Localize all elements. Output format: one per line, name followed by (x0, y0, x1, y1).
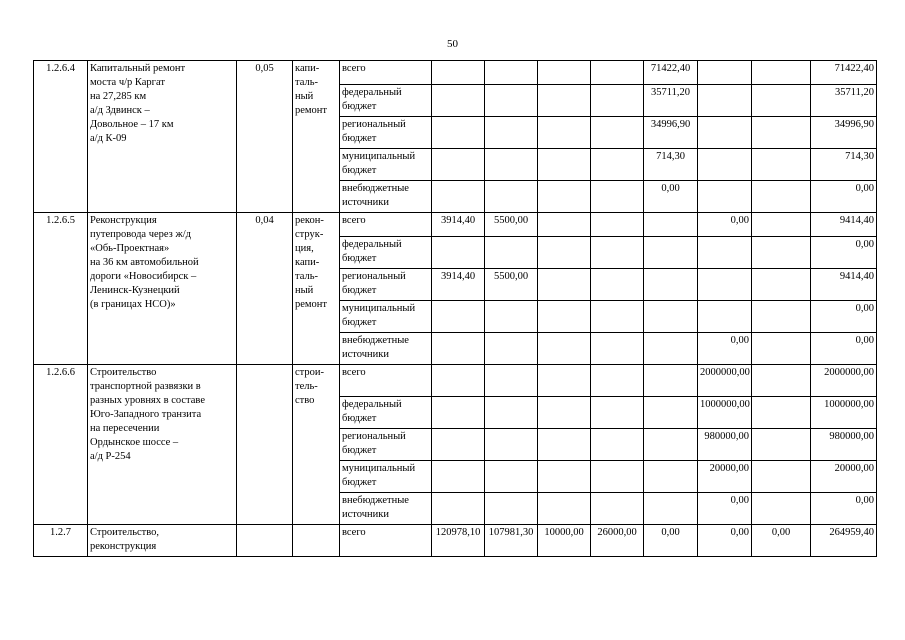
value-cell (538, 237, 591, 269)
item-name-line: транспортной развязки в (90, 381, 201, 392)
funding-source: региональный бюджет (340, 117, 432, 149)
value-cell (698, 149, 752, 181)
item-name (88, 213, 237, 365)
work-type-line: капи- (295, 63, 320, 74)
item-number: 1.2.7 (34, 525, 88, 557)
item-name-line: «Обь-Проектная» (90, 243, 170, 254)
value-cell (591, 429, 644, 461)
value-cell (752, 61, 811, 85)
item-name-line: на 36 км автомобильной (90, 257, 199, 268)
value-cell (432, 493, 485, 525)
funding-source: федеральный бюджет (340, 237, 432, 269)
value-cell (538, 365, 591, 397)
value-cell (698, 117, 752, 149)
value-cell: 20000,00 (698, 461, 752, 493)
value-cell (591, 493, 644, 525)
value-cell (752, 429, 811, 461)
value-cell (752, 365, 811, 397)
item-name-line: реконструкция (90, 541, 157, 552)
funding-source: федеральный бюджет (340, 397, 432, 429)
work-type-line: капи- (295, 257, 320, 268)
value-cell: 2000000,00 (698, 365, 752, 397)
value-cell (591, 365, 644, 397)
page-number: 50 (447, 38, 458, 50)
work-type-line: ный (295, 91, 314, 102)
value-cell: 0,00 (811, 181, 877, 213)
value-cell (432, 181, 485, 213)
value-cell: 10000,00 (538, 525, 591, 557)
value-cell: 0,00 (811, 333, 877, 365)
item-number: 1.2.6.5 (34, 213, 88, 365)
value-cell (485, 149, 538, 181)
value-cell (485, 397, 538, 429)
value-cell (432, 149, 485, 181)
item-name-line: дороги «Новосибирск – (90, 271, 197, 282)
value-cell: 0,00 (811, 237, 877, 269)
work-type-line: ремонт (295, 299, 328, 310)
value-cell: 5500,00 (485, 213, 538, 237)
value-cell (432, 61, 485, 85)
value-cell: 0,00 (698, 493, 752, 525)
work-type-line: строи- (295, 367, 324, 378)
item-number: 1.2.6.6 (34, 365, 88, 525)
funding-source: внебюджетные источники (340, 333, 432, 365)
value-cell (752, 117, 811, 149)
value-cell (644, 333, 698, 365)
work-type-line: таль- (295, 271, 318, 282)
item-name-line: а/д Р-254 (90, 451, 131, 462)
value-cell (485, 493, 538, 525)
value-cell (591, 149, 644, 181)
value-cell (591, 85, 644, 117)
value-cell (591, 301, 644, 333)
value-cell (698, 85, 752, 117)
value-cell: 35711,20 (644, 85, 698, 117)
item-name-line: путепровода через ж/д (90, 229, 191, 240)
value-cell: 1000000,00 (698, 397, 752, 429)
work-type-line: ция, (295, 243, 314, 254)
value-cell (485, 61, 538, 85)
value-cell: 980000,00 (811, 429, 877, 461)
table-row (34, 525, 877, 557)
value-cell: 71422,40 (644, 61, 698, 85)
work-type-line: рекон- (295, 215, 324, 226)
value-cell (538, 333, 591, 365)
table-row (34, 213, 877, 237)
work-type (293, 365, 340, 525)
value-cell (538, 397, 591, 429)
value-cell (644, 461, 698, 493)
value-cell (485, 461, 538, 493)
item-name-line: Реконструкция (90, 215, 157, 226)
funding-source: внебюджетные источники (340, 493, 432, 525)
item-name-line: Ленинск-Кузнецкий (90, 285, 180, 296)
value-cell (591, 213, 644, 237)
item-length (237, 365, 293, 525)
value-cell (591, 333, 644, 365)
value-cell (644, 269, 698, 301)
value-cell (698, 181, 752, 213)
item-length: 0,05 (237, 61, 293, 213)
value-cell (432, 333, 485, 365)
work-type-line: ный (295, 285, 314, 296)
item-name-line: Ордынское шоссе – (90, 437, 179, 448)
work-type (293, 213, 340, 365)
value-cell: 0,00 (752, 525, 811, 557)
value-cell: 980000,00 (698, 429, 752, 461)
value-cell: 20000,00 (811, 461, 877, 493)
value-cell (485, 429, 538, 461)
funding-source: региональный бюджет (340, 429, 432, 461)
value-cell: 714,30 (811, 149, 877, 181)
work-type-line: тель- (295, 381, 318, 392)
value-cell (644, 429, 698, 461)
value-cell (538, 461, 591, 493)
value-cell (644, 213, 698, 237)
value-cell (432, 85, 485, 117)
value-cell: 120978,10 (432, 525, 485, 557)
value-cell (752, 397, 811, 429)
item-name-line: Капитальный ремонт (90, 63, 186, 74)
value-cell (538, 149, 591, 181)
value-cell (432, 429, 485, 461)
funding-source: муниципальный бюджет (340, 149, 432, 181)
item-name-line: Юго-Западного транзита (90, 409, 202, 420)
value-cell (432, 397, 485, 429)
value-cell (538, 301, 591, 333)
value-cell (485, 181, 538, 213)
item-length: 0,04 (237, 213, 293, 365)
item-name-line: моста ч/р Каргат (90, 77, 165, 88)
funding-source: всего (340, 213, 432, 237)
table-row (34, 365, 877, 397)
work-type-line: таль- (295, 77, 318, 88)
value-cell: 0,00 (698, 213, 752, 237)
funding-source: муниципальный бюджет (340, 461, 432, 493)
value-cell (752, 213, 811, 237)
value-cell: 0,00 (811, 301, 877, 333)
item-name-line: Строительство, (90, 527, 159, 538)
value-cell (538, 429, 591, 461)
value-cell (752, 493, 811, 525)
value-cell: 3914,40 (432, 213, 485, 237)
value-cell (752, 269, 811, 301)
value-cell (538, 61, 591, 85)
value-cell: 0,00 (698, 525, 752, 557)
value-cell (538, 85, 591, 117)
value-cell (644, 493, 698, 525)
value-cell (752, 181, 811, 213)
item-length (237, 525, 293, 557)
value-cell: 2000000,00 (811, 365, 877, 397)
value-cell: 0,00 (644, 525, 698, 557)
value-cell (591, 461, 644, 493)
value-cell: 107981,30 (485, 525, 538, 557)
value-cell (432, 117, 485, 149)
value-cell: 714,30 (644, 149, 698, 181)
value-cell: 5500,00 (485, 269, 538, 301)
value-cell (538, 213, 591, 237)
value-cell (591, 397, 644, 429)
value-cell (698, 61, 752, 85)
value-cell: 0,00 (644, 181, 698, 213)
value-cell (538, 493, 591, 525)
work-type (293, 61, 340, 213)
item-name (88, 365, 237, 525)
value-cell: 34996,90 (644, 117, 698, 149)
value-cell (485, 301, 538, 333)
item-name-line: а/д Здвинск – (90, 105, 150, 116)
value-cell: 264959,40 (811, 525, 877, 557)
value-cell (752, 333, 811, 365)
item-number: 1.2.6.4 (34, 61, 88, 213)
table-row (34, 61, 877, 85)
value-cell: 1000000,00 (811, 397, 877, 429)
value-cell: 35711,20 (811, 85, 877, 117)
item-name (88, 61, 237, 213)
value-cell (432, 365, 485, 397)
budget-table (33, 60, 877, 557)
funding-source: федеральный бюджет (340, 85, 432, 117)
value-cell: 34996,90 (811, 117, 877, 149)
funding-source: муниципальный бюджет (340, 301, 432, 333)
value-cell (644, 301, 698, 333)
value-cell (485, 117, 538, 149)
funding-source: всего (340, 365, 432, 397)
item-name-line: на 27,285 км (90, 91, 147, 102)
value-cell (485, 365, 538, 397)
value-cell (752, 461, 811, 493)
value-cell (538, 269, 591, 301)
item-name-line: Строительство (90, 367, 157, 378)
item-name (88, 525, 237, 557)
value-cell (644, 237, 698, 269)
value-cell (591, 61, 644, 85)
value-cell (432, 237, 485, 269)
value-cell: 26000,00 (591, 525, 644, 557)
value-cell (752, 149, 811, 181)
value-cell: 71422,40 (811, 61, 877, 85)
work-type-line: ство (295, 395, 315, 406)
value-cell (485, 237, 538, 269)
value-cell (591, 181, 644, 213)
value-cell (644, 365, 698, 397)
value-cell (432, 461, 485, 493)
value-cell (591, 269, 644, 301)
value-cell: 3914,40 (432, 269, 485, 301)
value-cell (591, 237, 644, 269)
value-cell (698, 301, 752, 333)
value-cell: 9414,40 (811, 269, 877, 301)
funding-source: внебюджетные источники (340, 181, 432, 213)
value-cell (485, 333, 538, 365)
value-cell (591, 117, 644, 149)
value-cell (644, 397, 698, 429)
item-name-line: (в границах НСО)» (90, 299, 176, 310)
value-cell (752, 237, 811, 269)
value-cell: 0,00 (811, 493, 877, 525)
value-cell: 0,00 (698, 333, 752, 365)
item-name-line: на пересечении (90, 423, 160, 434)
value-cell: 9414,40 (811, 213, 877, 237)
value-cell (538, 117, 591, 149)
value-cell (485, 85, 538, 117)
work-type-line: струк- (295, 229, 324, 240)
work-type-line: ремонт (295, 105, 328, 116)
value-cell (752, 301, 811, 333)
item-name-line: Довольное – 17 км (90, 119, 174, 130)
value-cell (698, 269, 752, 301)
funding-source: всего (340, 525, 432, 557)
value-cell (752, 85, 811, 117)
value-cell (538, 181, 591, 213)
item-name-line: а/д К-09 (90, 133, 127, 144)
value-cell (698, 237, 752, 269)
item-name-line: разных уровнях в составе (90, 395, 205, 406)
funding-source: региональный бюджет (340, 269, 432, 301)
funding-source: всего (340, 61, 432, 85)
work-type (293, 525, 340, 557)
value-cell (432, 301, 485, 333)
